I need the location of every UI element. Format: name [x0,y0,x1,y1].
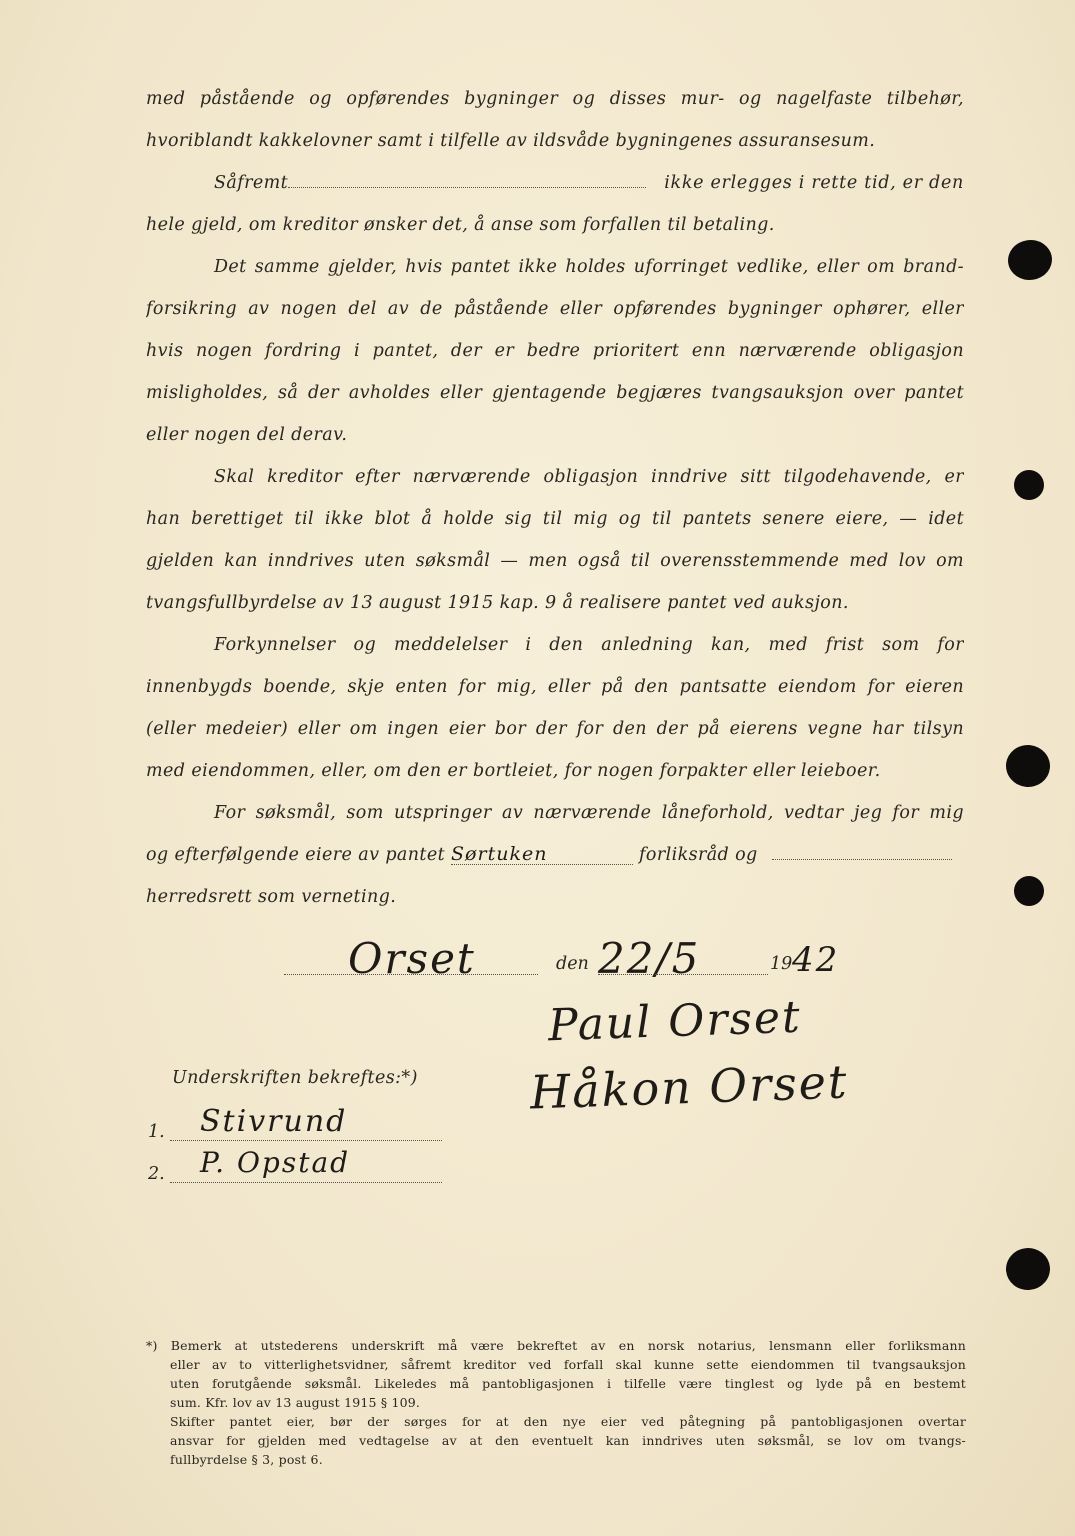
text-line [146,834,964,876]
punch-hole [1004,1246,1051,1292]
paragraph-collateral [146,78,964,162]
text-line: eller nogen del derav. [146,425,348,445]
text-line: Det samme gjelder, hvis pantet ikke holdes uforringet vedlike, eller om brand- [214,257,964,277]
witness-1-signature: Stivrund [200,1104,348,1139]
blank-field [772,845,952,860]
footnote-line: fullbyrdelse § 3, post 6. [170,1452,323,1467]
witness-1-line [170,1140,442,1141]
court-district-handwritten: Sørtuken [451,844,633,865]
paragraph-venue [146,792,964,918]
place-dotted-line [284,974,538,975]
year-handwritten: 42 [792,940,840,980]
text-line: hvis nogen fordring i pantet, der er bedre prioritert enn nærværende obligasjon [146,341,964,361]
den-label: den [556,954,589,974]
text-line: hele gjeld, om kreditor ønsker det, å anse som forfallen til betaling. [146,215,775,235]
text-line: misligholdes, så der avholdes eller gjentagende begjæres tvangsauksjon over pantet [146,383,964,403]
text-fragment: Såfremt [214,173,289,193]
text-line: hvoriblandt kakkelovner samt i tilfelle av ildsvåde bygningenes assuransesum. [146,131,876,151]
text-line: han berettiget til ikke blot å holde sig til mig og til pantets senere eiere, — idet [146,509,964,529]
signature-hakon-orset: Håkon Orset [529,1054,850,1120]
text-line: innenbygds boende, skje enten for mig, eller på den pantsatte eiendom for eieren [146,677,964,697]
footnote-line: Skifter pantet eier, bør der sørges for at den nye eier ved påtegning på pantobligasjonen overtar [170,1414,966,1429]
date-handwritten: 22/5 [598,934,701,983]
witness-number: 2. [148,1164,165,1184]
punch-hole [1014,876,1044,906]
paragraph-enforcement [146,456,964,624]
paragraph-default [146,162,964,246]
signature-paul-orset: Paul Orset [547,991,803,1052]
year-prefix: 19 [770,954,793,974]
punch-hole [1004,743,1052,789]
text-line: For søksmål, som utspringer av nærværende låneforhold, vedtar jeg for mig [214,803,964,823]
place-handwritten: Orset [348,934,476,983]
punch-hole [1014,470,1044,500]
blank-field [288,173,646,188]
text-line [146,162,964,204]
punch-hole [1005,237,1054,283]
witness-2-line [170,1182,442,1183]
footnote-line: *) Bemerk at utstederens underskrift må være bekreftet av en norsk notarius, lensmann eller forliksmann [146,1338,966,1353]
date-dotted-line [598,974,768,975]
footnote-line: sum. Kfr. lov av 13 august 1915 § 109. [170,1395,421,1410]
footnote-line: ansvar for gjelden med vedtagelse av at den eventuelt kan inndrives uten søksmål, se lov om tvangs- [170,1433,966,1448]
witness-2-signature: P. Opstad [200,1146,351,1179]
footnote [146,1336,966,1469]
paragraph-notices [146,624,964,792]
text-line: med påstående og opførendes bygninger og disses mur- og nagelfaste tilbehør, [146,89,964,109]
footnote-line: eller av to vitterlighetsvidner, såfremt kreditor ved forfall skal kunne sette eiendommen til tvangsauksjon [170,1357,966,1372]
text-line: forsikring av nogen del av de påstående eller opførendes bygninger ophører, eller [146,299,964,319]
text-fragment: og efterfølgende eiere av pantet [146,845,446,865]
text-line: herredsrett som verneting. [146,887,397,907]
text-fragment: ikke erlegges i rette tid, er den [664,173,964,193]
witness-label: Underskriften bekreftes:*) [172,1068,418,1088]
text-fragment: forliksråd og [639,845,758,865]
text-line: med eiendommen, eller, om den er bortleiet, for nogen forpakter eller leieboer. [146,761,881,781]
text-line: Skal kreditor efter nærværende obligasjon inndrive sitt tilgodehavende, er [214,467,964,487]
paragraph-deterioration [146,246,964,456]
text-line: Forkynnelser og meddelelser i den anledning kan, med frist som for [214,635,964,655]
text-line: (eller medeier) eller om ingen eier bor der for den der på eierens vegne har tilsyn [146,719,964,739]
witness-number: 1. [148,1122,165,1142]
text-line: tvangsfullbyrdelse av 13 august 1915 kap. 9 å realisere pantet ved auksjon. [146,593,849,613]
footnote-line: uten forutgående søksmål. Likeledes må pantobligasjonen i tilfelle være tinglest og lyde på en bestemt [170,1376,966,1391]
text-line: gjelden kan inndrives uten søksmål — men også til overensstemmende med lov om [146,551,964,571]
